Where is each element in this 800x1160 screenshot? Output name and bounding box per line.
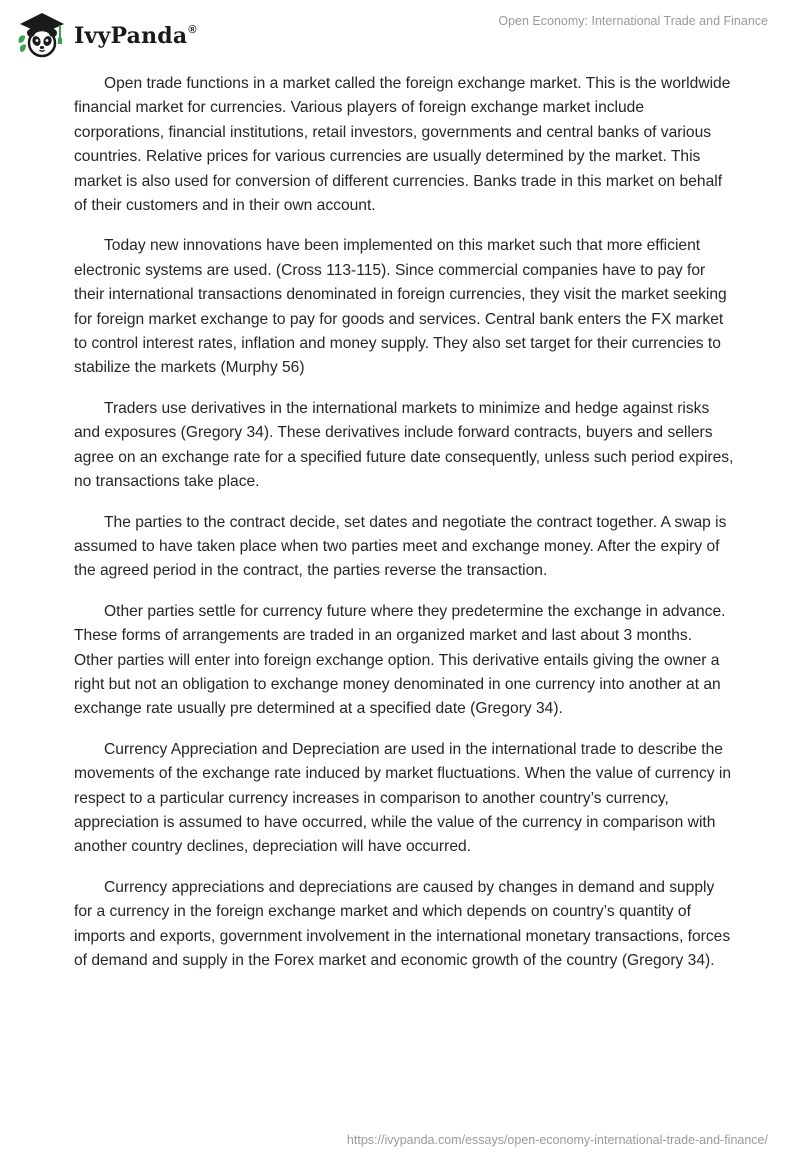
registered-mark: ®	[188, 24, 197, 36]
ivypanda-logo[interactable]	[16, 10, 197, 60]
paragraph-4: The parties to the contract decide, set dates and negotiate the contract together. A swap is assumed to have taken place when two parties meet and exchange money. After the expiry of the agreed period in the contract, the parties reverse the transaction.	[74, 513, 727, 580]
panda-graduation-cap-icon	[16, 10, 68, 60]
paragraph-2: Today new innovations have been implemented on this market such that more efficient electronic systems are used. (Cross 113-115). Since commercial companies have to pay for their international transactions denominated in foreign currencies, they visit the market seeking for foreign market exchange to pay for goods and services. Central bank enters the FX market to control interest rates, inflation and money supply. They also set target for their currencies to stabilize the markets (Murphy 56)	[74, 237, 727, 377]
paragraph-7: Currency appreciations and depreciations are caused by changes in demand and supply for a currency in the foreign exchange market and which depends on country’s quantity of imports and exports, government involvement in the international monetary transactions, forces of demand and supply in the Forex market and economic growth of the country (Gregory 34).	[74, 878, 731, 969]
paragraph-1: Open trade functions in a market called the foreign exchange market. This is the worldwide financial market for currencies. Various players of foreign exchange market include corporations, financial institutions, retail investors, governments and central banks of various countries. Relative prices for various currencies are usually determined by the market. This market is also used for conversion of different currencies. Banks trade in this market on behalf of their customers and in their own account.	[74, 75, 731, 215]
paragraph-5: Other parties settle for currency future where they predetermine the exchange in advance. These forms of arrangements are traded in an organized market and last about 3 months. Other parties will enter into foreign exchange option. This derivative entails giving the owner a right but not an obligation to exchange money denominated in one currency into another at an exchange rate usually pre determined at a specified date (Gregory 34).	[74, 602, 726, 718]
paragraph-3: Traders use derivatives in the international markets to minimize and hedge against risks and exposures (Gregory 34). These derivatives include forward contracts, buyers and sellers agree on an exchange rate for a specified future date consequently, unless such period expires, no transactions take place.	[74, 399, 734, 491]
paragraph-6: Currency Appreciation and Depreciation are used in the international trade to describe the movements of the exchange rate induced by market fluctuations. When the value of currency in respect to a particular currency increases in comparison to another country’s currency, appreciation is assumed to have occurred, while the value of the currency in comparison with another country declines, depreciation will have occurred.	[74, 740, 732, 856]
essay-body	[74, 72, 734, 989]
document-title: Open Economy: International Trade and Finance	[498, 14, 768, 28]
source-url[interactable]: https://ivypanda.com/essays/open-economy-international-trade-and-finance/	[346, 1133, 768, 1147]
brand-name	[74, 23, 197, 49]
page-header	[0, 0, 800, 70]
brand-name-text: IvyPanda	[74, 23, 188, 49]
